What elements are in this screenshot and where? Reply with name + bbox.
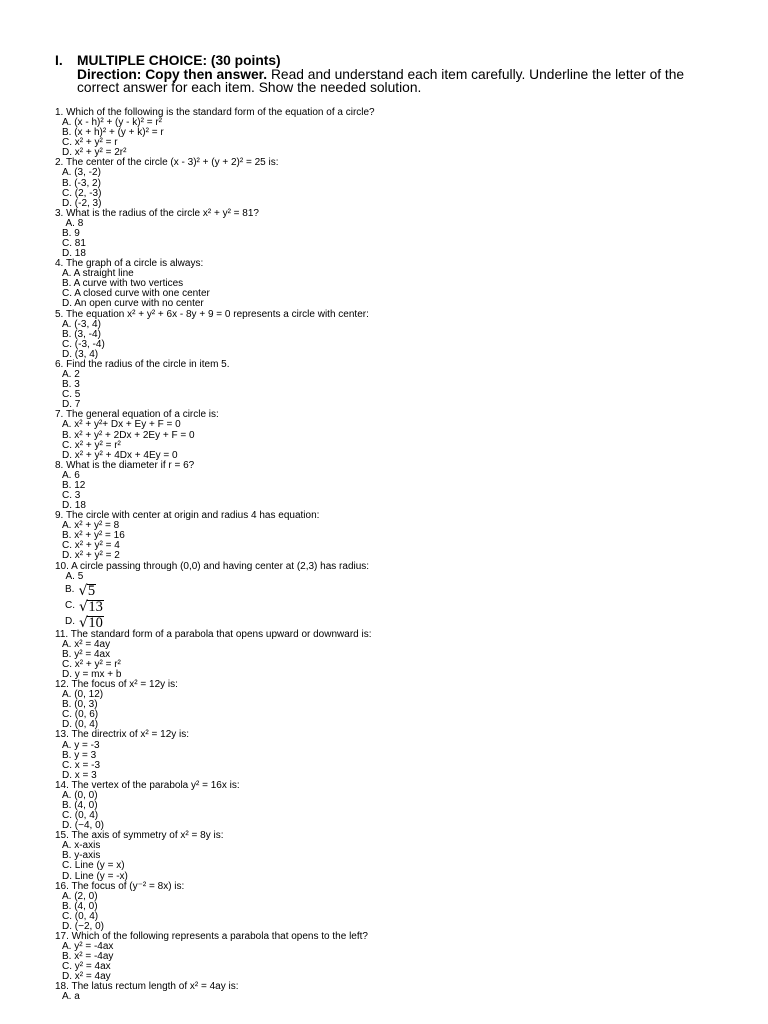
question-16-option-b: B. (4, 0) xyxy=(62,900,98,912)
question-2 xyxy=(55,158,735,208)
question-10-option-c xyxy=(55,598,735,614)
question-2-option-b: B. (-3, 2) xyxy=(62,177,101,189)
question-4-stem: 4. The graph of a circle is always: xyxy=(55,258,204,270)
question-15-option-b: B. y-axis xyxy=(62,850,101,862)
question-7-option-a: A. x² + y²+ Dx + Ey + F = 0 xyxy=(62,419,181,431)
question-14-stem: 14. The vertex of the parabola y² = 16x is: xyxy=(55,779,240,791)
question-1-option-b: B. (x + h)² + (y + k)² = r xyxy=(62,127,164,139)
question-3-option-a: A. 8 xyxy=(65,217,84,229)
question-12-option-b: B. (0, 3) xyxy=(62,699,98,711)
question-16-option-d: D. (−2, 0) xyxy=(62,920,104,932)
question-14 xyxy=(55,781,735,831)
question-15-stem: 15. The axis of symmetry of x² = 8y is: xyxy=(55,830,224,842)
question-9-option-c: C. x² + y² = 4 xyxy=(62,540,120,552)
question-11-option-a: A. x² = 4ay xyxy=(62,638,111,650)
question-5 xyxy=(55,310,735,360)
question-2-option-d: D. (-2, 3) xyxy=(62,197,102,209)
question-9-option-d: D. x² + y² = 2 xyxy=(62,550,120,562)
question-15-option-c: C. Line (y = x) xyxy=(62,860,125,872)
question-11-stem: 11. The standard form of a parabola that opens upward or downward is: xyxy=(55,628,372,640)
question-18-stem: 18. The latus rectum length of x² = 4ay is: xyxy=(55,981,239,993)
question-17-option-b: B. x² = -4ay xyxy=(62,951,114,963)
question-3 xyxy=(55,209,735,259)
question-8-option-b: B. 12 xyxy=(62,479,86,491)
question-2-option-c: C. (2, -3) xyxy=(62,187,102,199)
question-17-option-c: C. y² = 4ax xyxy=(62,961,111,973)
direction-text-continued: correct answer for each item. Show the needed solution. xyxy=(77,80,422,96)
radicand: 13 xyxy=(88,598,103,615)
question-8-stem: 8. What is the diameter if r = 6? xyxy=(55,459,195,471)
question-15-option-d: D. Line (y = -x) xyxy=(62,870,128,882)
question-8-option-a: A. 6 xyxy=(62,469,80,481)
question-6-stem: 6. Find the radius of the circle in item 5. xyxy=(55,358,230,370)
question-7-option-c: C. x² + y² = r² xyxy=(62,439,121,451)
question-17-stem: 17. Which of the following represents a parabola that opens to the left? xyxy=(55,931,368,943)
question-7-stem: 7. The general equation of a circle is: xyxy=(55,409,219,421)
question-11 xyxy=(55,630,735,680)
square-root-sign: √ xyxy=(79,598,88,615)
question-7 xyxy=(55,410,735,460)
question-8 xyxy=(55,461,735,511)
question-18-option-a: A. a xyxy=(62,991,80,1003)
question-12-option-d: D. (0, 4) xyxy=(62,719,99,731)
radicand: 5 xyxy=(87,582,96,599)
question-5-stem: 5. The equation x² + y² + 6x - 8y + 9 = 0 represents a circle with center: xyxy=(55,308,369,320)
question-3-option-d: D. 18 xyxy=(62,248,86,260)
square-root-expression xyxy=(79,600,104,614)
question-10-option-b xyxy=(55,582,735,598)
question-18 xyxy=(55,982,735,1002)
question-10-option-a: A. 5 xyxy=(65,570,84,582)
question-9-option-a: A. x² + y² = 8 xyxy=(62,520,120,532)
question-10-option-d xyxy=(55,614,735,630)
question-11-option-b: B. y² = 4ax xyxy=(62,648,111,660)
question-15-option-a: A. x-axis xyxy=(62,840,101,852)
question-1-stem: 1. Which of the following is the standard form of the equation of a circle? xyxy=(55,107,375,118)
question-16-stem: 16. The focus of (y⁻² = 8x) is: xyxy=(55,880,185,892)
question-17-option-a: A. y² = -4ax xyxy=(62,941,114,953)
question-6 xyxy=(55,360,735,410)
question-14-option-c: C. (0, 4) xyxy=(62,810,99,822)
option-letter: B. xyxy=(65,583,75,595)
question-7-option-b: B. x² + y² + 2Dx + 2Ey + F = 0 xyxy=(62,429,195,441)
question-13-option-c: C. x = -3 xyxy=(62,759,101,771)
question-16 xyxy=(55,882,735,932)
section-number: I. xyxy=(55,53,63,68)
question-8-option-c: C. 3 xyxy=(62,489,81,501)
question-5-option-c: C. (-3, -4) xyxy=(62,338,105,350)
question-15 xyxy=(55,831,735,881)
question-13-stem: 13. The directrix of x² = 12y is: xyxy=(55,729,190,741)
question-4-option-d: D. An open curve with no center xyxy=(62,298,204,310)
question-14-option-d: D. (−4, 0) xyxy=(62,820,104,832)
question-12 xyxy=(55,680,735,730)
section-header-body xyxy=(77,54,737,95)
question-14-option-b: B. (4, 0) xyxy=(62,800,98,811)
direction-label: Direction: Copy then answer. xyxy=(77,66,268,82)
question-5-option-a: A. (-3, 4) xyxy=(62,318,101,330)
question-6-option-d: D. 7 xyxy=(62,399,81,411)
question-16-option-c: C. (0, 4) xyxy=(62,910,99,922)
question-list xyxy=(55,108,735,1003)
question-7-option-d: D. x² + y² + 4Dx + 4Ey = 0 xyxy=(62,449,178,461)
question-10-stem: 10. A circle passing through (0,0) and having center at (2,3) has radius: xyxy=(55,560,370,572)
question-17-option-d: D. x² = 4ay xyxy=(62,971,111,983)
square-root-expression xyxy=(78,584,96,598)
question-13-option-a: A. y = -3 xyxy=(62,739,100,751)
question-11-option-d: D. y = mx + b xyxy=(62,668,122,680)
question-17 xyxy=(55,932,735,982)
question-4-option-a: A. A straight line xyxy=(62,268,134,280)
square-root-sign: √ xyxy=(78,582,88,599)
question-6-option-c: C. 5 xyxy=(62,389,81,401)
question-5-option-d: D. (3, 4) xyxy=(62,348,99,360)
question-4-option-b: B. A curve with two vertices xyxy=(62,278,184,290)
question-13 xyxy=(55,730,735,780)
question-12-stem: 12. The focus of x² = 12y is: xyxy=(55,679,178,691)
question-11-option-c: C. x² + y² = r² xyxy=(62,658,121,670)
question-6-option-b: B. 3 xyxy=(62,379,80,391)
question-6-option-a: A. 2 xyxy=(62,369,80,381)
question-16-option-a: A. (2, 0) xyxy=(62,890,98,902)
square-root-expression xyxy=(79,616,104,630)
question-4-option-c: C. A closed curve with one center xyxy=(62,288,210,300)
question-13-option-b: B. y = 3 xyxy=(62,749,97,761)
question-3-stem: 3. What is the radius of the circle x² + y² = 81? xyxy=(55,207,259,219)
question-13-option-d: D. x = 3 xyxy=(62,769,97,781)
question-5-option-b: B. (3, -4) xyxy=(62,328,101,340)
radicand: 10 xyxy=(88,614,103,631)
question-9 xyxy=(55,511,735,561)
option-letter: D. xyxy=(65,615,75,627)
question-4 xyxy=(55,259,735,309)
question-2-stem: 2. The center of the circle (x - 3)² + (y + 2)² = 25 is: xyxy=(55,157,279,169)
direction-line xyxy=(77,68,737,82)
square-root-sign: √ xyxy=(79,614,88,631)
question-12-option-c: C. (0, 6) xyxy=(62,709,99,721)
option-letter: C. xyxy=(65,599,75,611)
question-1-option-c: C. x² + y² = r xyxy=(62,137,118,149)
question-10 xyxy=(55,562,735,630)
question-3-option-c: C. 81 xyxy=(62,238,86,250)
question-1-option-a: A. (x - h)² + (y - k)² = r² xyxy=(62,117,162,129)
section-title: MULTIPLE CHOICE: (30 points) xyxy=(77,53,281,68)
question-9-stem: 9. The circle with center at origin and radius 4 has equation: xyxy=(55,510,320,522)
direction-text: Read and understand each item carefully. Underline the letter of the xyxy=(270,66,685,82)
question-3-option-b: B. 9 xyxy=(62,227,80,239)
question-1-option-d: D. x² + y² = 2r² xyxy=(62,147,127,159)
question-9-option-b: B. x² + y² = 16 xyxy=(62,530,125,542)
question-12-option-a: A. (0, 12) xyxy=(62,689,104,701)
question-2-option-a: A. (3, -2) xyxy=(62,167,101,179)
question-1 xyxy=(55,108,735,158)
question-14-option-a: A. (0, 0) xyxy=(62,789,98,801)
question-8-option-d: D. 18 xyxy=(62,500,86,512)
